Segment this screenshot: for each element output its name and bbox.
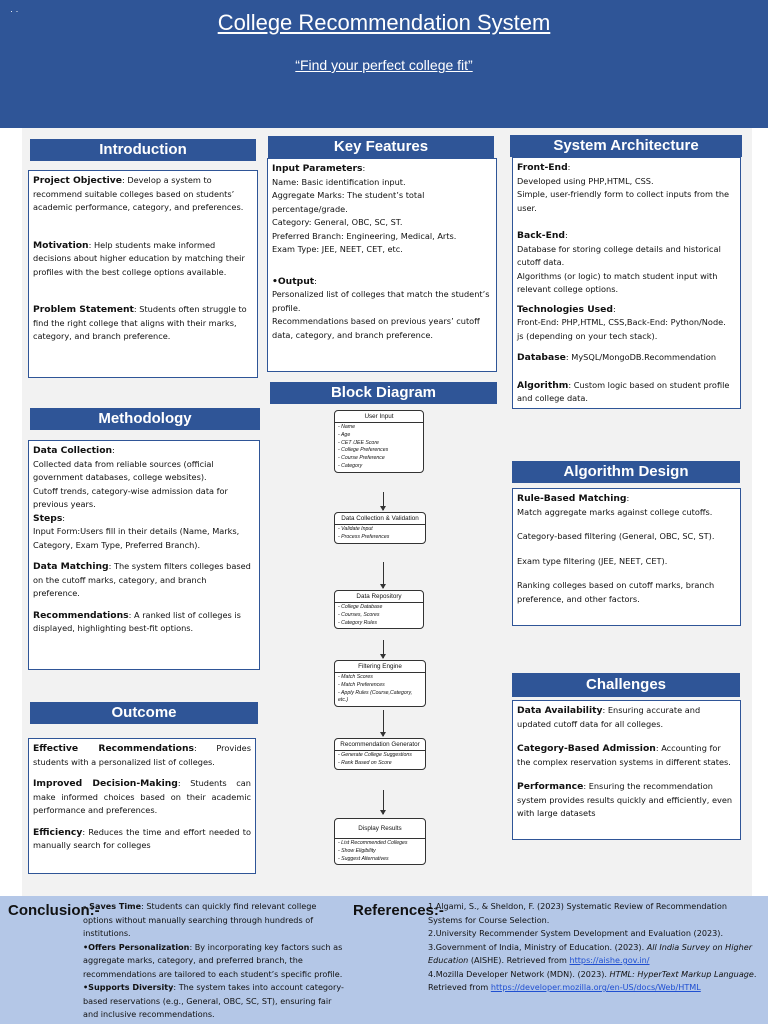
reference-3-title: All India Survey on Higher Education bbox=[428, 941, 753, 965]
technologies-colon: : bbox=[612, 303, 616, 314]
node-item: - Rank Based on Score bbox=[338, 759, 392, 766]
backend-colon: : bbox=[564, 230, 568, 240]
data-availability-label: Data Availability bbox=[517, 705, 603, 716]
block-diagram bbox=[330, 404, 434, 884]
problem-statement-label: Problem Statement bbox=[33, 304, 134, 315]
reference-4-text: 4.Mozilla Developer Network (MDN). (2023). bbox=[428, 968, 610, 979]
node-item: - Name bbox=[338, 424, 356, 430]
performance-text: : Ensuring the recommendation system provides results quickly and efficiently, even with large datasets bbox=[517, 781, 733, 818]
node-item: - Show Eligibility bbox=[338, 847, 376, 854]
diagram-node-data-repository bbox=[334, 590, 424, 629]
reference-item: 2.University Recommender System Development and Evaluation (2023). bbox=[428, 928, 724, 938]
project-objective-label: Project Objective bbox=[33, 175, 122, 186]
rule-based-colon: : bbox=[626, 493, 630, 503]
effective-recommendations-label: Effective Recommendations bbox=[33, 743, 194, 754]
frontend-line: Developed using PHP,HTML, CSS. bbox=[517, 175, 654, 186]
data-collection-line: Collected data from reliable sources (official government databases, college websites). bbox=[33, 458, 214, 482]
outcome-box bbox=[28, 738, 256, 874]
node-item: - List Recommended Colleges bbox=[338, 840, 408, 846]
frontend-line: Simple, user-friendly form to collect inputs from the user. bbox=[517, 189, 730, 213]
node-item: - Apply Rules (Course,Category, etc.) bbox=[338, 689, 413, 704]
introduction-title: Introduction bbox=[30, 139, 256, 161]
data-availability-text: : Ensuring accurate and updated cutoff data for all colleges. bbox=[517, 705, 701, 729]
database-text: : MySQL/MongoDB.Recommendation bbox=[565, 352, 717, 362]
backend-label: Back-End bbox=[517, 230, 565, 241]
improved-decision-text: : Students can make informed choices based on their academic performance and preferences. bbox=[33, 778, 251, 815]
improved-decision-label: Improved Decision-Making bbox=[33, 778, 178, 789]
poster-title: College Recommendation System bbox=[217, 10, 551, 35]
node-title: Display Results bbox=[335, 819, 425, 839]
input-parameters-colon: : bbox=[362, 163, 366, 173]
methodology-box bbox=[28, 440, 260, 670]
data-collection-label: Data Collection bbox=[33, 445, 113, 456]
node-title: Data Repository bbox=[335, 591, 423, 603]
saves-time-label: - Saves Time bbox=[83, 901, 142, 911]
reference-3-text: 3.Government of India, Ministry of Education. (2023). bbox=[428, 941, 647, 952]
node-title: User Input bbox=[335, 411, 423, 423]
node-item: - Match Scores bbox=[338, 674, 373, 680]
data-matching-text: : The system filters colleges based on the cutoff marks, category, and branch preference. bbox=[33, 561, 251, 598]
recommendations-label: Recommendations bbox=[33, 609, 129, 621]
input-item: Preferred Branch: Engineering, Medical, Arts. bbox=[272, 230, 457, 241]
algorithm-design-box bbox=[512, 488, 741, 626]
header-dots: · · bbox=[10, 6, 19, 16]
category-admission-text: : Accounting for the complex reservation systems in different states. bbox=[517, 743, 731, 767]
poster-subtitle: “Find your perfect college fit” bbox=[295, 57, 473, 73]
node-title: Filtering Engine bbox=[335, 661, 425, 673]
steps-text: Input Form:Users fill in their details (Name, Marks, Category, Exam Type, Preferred Branch). bbox=[33, 526, 240, 550]
motivation-text: : Help students make informed decisions about higher education by matching their profiles with the best college options available. bbox=[33, 239, 245, 277]
technologies-line: js (depending on your tech stack). bbox=[517, 330, 658, 341]
rule-based-label: Rule-Based Matching bbox=[517, 493, 627, 504]
references-label: References:- bbox=[353, 902, 444, 919]
project-objective-text: : Develop a system to recommend suitable colleges based on students’ academic performance, category, and preferences. bbox=[33, 175, 244, 212]
input-item: Category: General, OBC, SC, ST. bbox=[272, 217, 403, 227]
key-features-box bbox=[267, 158, 497, 372]
reference-3-retrieved: (AISHE). Retrieved from bbox=[468, 955, 570, 965]
poster-header bbox=[0, 0, 768, 128]
conclusion-text bbox=[83, 900, 345, 1022]
reference-item bbox=[428, 968, 758, 995]
system-architecture-title: System Architecture bbox=[510, 135, 742, 157]
node-item: - Match Preferences bbox=[338, 681, 385, 688]
block-diagram-title: Block Diagram bbox=[270, 382, 497, 404]
motivation-label: Motivation bbox=[33, 239, 89, 251]
reference-4-retrieved: . Retrieved from bbox=[428, 968, 757, 992]
input-item: Aggregate Marks: The student’s total percentage/grade. bbox=[272, 190, 425, 214]
poster-footer bbox=[0, 896, 768, 1024]
diagram-node-recommendation-generator bbox=[334, 738, 426, 770]
output-item: Recommendations based on previous years’ cutoff data, category, and branch preference. bbox=[272, 316, 480, 340]
challenges-box bbox=[512, 700, 741, 840]
node-item: - College Database bbox=[338, 604, 383, 610]
node-item: - Age bbox=[338, 431, 351, 438]
saves-time-text: : Students can quickly find relevant college options without manually searching through hundreds of institutions. bbox=[83, 901, 317, 938]
frontend-colon: : bbox=[567, 162, 571, 172]
personalization-text: : By incorporating key factors such as aggregate marks, category, and preferred branch, the recommendations are tailored to each student’s specific profile. bbox=[83, 941, 343, 979]
node-item: - Generate College Suggestions bbox=[338, 752, 412, 758]
flow-arrow bbox=[383, 492, 384, 510]
flow-arrow bbox=[383, 710, 384, 736]
data-collection-colon: : bbox=[112, 445, 115, 455]
diagram-node-user-input bbox=[334, 410, 424, 473]
node-item: - Suggest Alternatives bbox=[338, 855, 389, 862]
methodology-title: Methodology bbox=[30, 408, 260, 430]
diversity-label: •Supports Diversity bbox=[83, 982, 174, 992]
efficiency-label: Efficiency bbox=[33, 826, 83, 838]
reference-link-aishe[interactable]: https://aishe.gov.in/ bbox=[569, 955, 650, 965]
technologies-label: Technologies Used bbox=[517, 303, 613, 315]
problem-statement-text: : Students often struggle to find the right college that aligns with their marks, category, and branch preference. bbox=[33, 304, 247, 341]
flow-arrow bbox=[383, 790, 384, 814]
challenges-title: Challenges bbox=[512, 673, 740, 697]
node-item: - Category bbox=[338, 462, 363, 469]
conclusion-label: Conclusion:- bbox=[8, 902, 100, 919]
diversity-text: : The system takes into account category-based reservations (e.g., General, OBC, SC, ST), ensuring fair and inclusive recommendations. bbox=[83, 982, 344, 1019]
outcome-title: Outcome bbox=[30, 702, 258, 724]
input-item: Name: Basic identification input. bbox=[272, 176, 406, 187]
frontend-label: Front-End bbox=[517, 162, 568, 173]
flow-arrow bbox=[383, 562, 384, 588]
flow-arrow bbox=[383, 640, 384, 658]
algorithm-design-title: Algorithm Design bbox=[512, 461, 740, 483]
output-label: •Output bbox=[272, 275, 315, 287]
node-item: - CET /JEE Score bbox=[338, 439, 379, 446]
node-item: - Process Preferences bbox=[338, 533, 390, 540]
efficiency-text: : Reduces the time and effort needed to manually search for colleges bbox=[33, 826, 251, 850]
backend-line: Algorithms (or logic) to match student input with relevant college options. bbox=[517, 270, 718, 294]
node-title: Recommendation Generator bbox=[335, 739, 425, 751]
node-title: Data Collection & Validation bbox=[335, 513, 425, 525]
input-item: Exam Type: JEE, NEET, CET, etc. bbox=[272, 244, 403, 254]
key-features-title: Key Features bbox=[268, 136, 494, 158]
algorithm-label: Algorithm bbox=[517, 379, 569, 391]
output-colon: : bbox=[314, 275, 317, 286]
data-collection-line: Cutoff trends, category-wise admission data for previous years. bbox=[33, 485, 228, 509]
data-matching-label: Data Matching bbox=[33, 561, 109, 572]
node-item: - Validate Input bbox=[338, 526, 373, 532]
output-item: Personalized list of colleges that match the student’s profile. bbox=[272, 289, 490, 313]
recommendations-text: : A ranked list of colleges is displayed, highlighting best-fit options. bbox=[33, 609, 241, 633]
technologies-line: Front-End: PHP,HTML, CSS,Back-End: Python/Node. bbox=[517, 317, 726, 327]
backend-line: Database for storing college details and historical cutoff data. bbox=[517, 243, 721, 267]
diagram-node-display-results bbox=[334, 818, 426, 865]
reference-item: 1.Algami, S., & Sheldon, F. (2023) Systematic Review of Recommendation Systems for Course Selection. bbox=[428, 901, 728, 925]
introduction-box bbox=[28, 170, 258, 378]
diagram-node-filtering-engine bbox=[334, 660, 426, 707]
algorithm-line: Ranking colleges based on cutoff marks, branch preference, and other factors. bbox=[517, 580, 715, 604]
steps-colon: : bbox=[62, 512, 66, 523]
database-label: Database bbox=[517, 352, 566, 363]
algorithm-line: Match aggregate marks against college cutoffs. bbox=[517, 506, 713, 517]
algorithm-line: Exam type filtering (JEE, NEET, CET). bbox=[517, 555, 668, 566]
node-item: - Course Preference bbox=[338, 455, 385, 462]
reference-4-title: HTML: HyperText Markup Language bbox=[609, 968, 754, 979]
performance-label: Performance bbox=[517, 781, 584, 792]
reference-link-mdn[interactable]: https://developer.mozilla.org/en-US/docs/Web/HTML bbox=[490, 982, 701, 992]
node-item: - Category Rules bbox=[338, 619, 377, 626]
input-parameters-label: Input Parameters bbox=[272, 163, 363, 174]
category-admission-label: Category-Based Admission bbox=[517, 743, 656, 754]
system-architecture-box bbox=[512, 157, 741, 409]
diagram-node-data-collection bbox=[334, 512, 426, 544]
node-item: - Courses, Scores bbox=[338, 611, 380, 618]
reference-item bbox=[428, 941, 758, 968]
effective-recommendations-text: : Provides students with a personalized list of colleges. bbox=[33, 743, 251, 767]
steps-label: Steps bbox=[33, 512, 63, 524]
references-text bbox=[428, 900, 758, 995]
algorithm-text: : Custom logic based on student profile and college data. bbox=[517, 379, 730, 403]
node-item: - College Preferences bbox=[338, 447, 389, 454]
personalization-label: •Offers Personalization bbox=[83, 941, 190, 952]
algorithm-line: Category-based filtering (General, OBC, SC, ST). bbox=[517, 531, 715, 541]
